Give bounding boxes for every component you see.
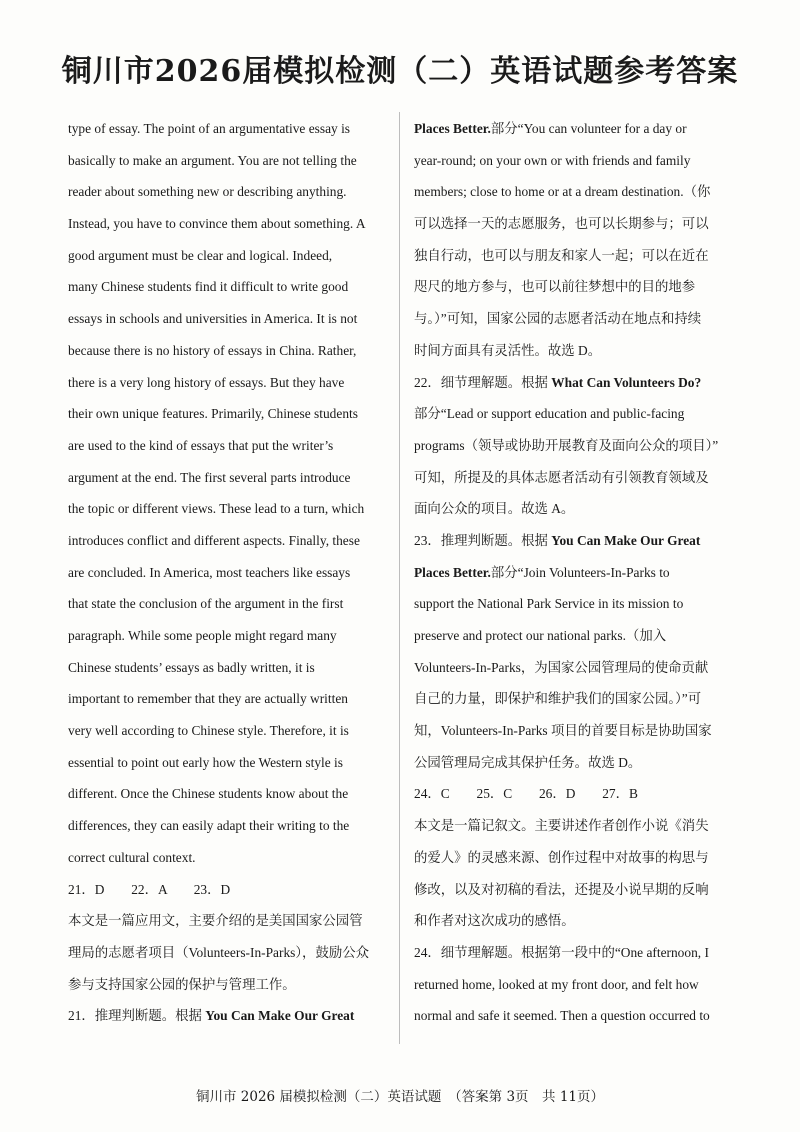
text-line: [68, 842, 386, 874]
text-line: [414, 208, 732, 240]
text-segment: normal and safe it seemed. Then a question occurred to: [414, 1008, 710, 1024]
text-segment: argument at the end. The first several parts introduce: [68, 469, 351, 485]
bold-heading-ref: Places Better.: [414, 121, 491, 136]
text-segment: very well according to Chinese style. Therefore, it is: [68, 723, 349, 739]
text-line: [414, 367, 732, 399]
text-segment: 时间方面具有灵活性。故选 D。: [414, 342, 602, 358]
text-line: [68, 969, 386, 1001]
text-segment: 部分“You can volunteer for a day or: [490, 121, 687, 136]
text-segment: are used to the kind of essays that put the writer’s: [68, 437, 334, 453]
text-line: [414, 271, 732, 303]
text-line: [414, 430, 732, 462]
text-segment: many Chinese students find it difficult to write good: [68, 279, 349, 295]
text-line: [414, 240, 732, 272]
text-segment: Instead, you have to convince them about something. A: [68, 216, 366, 232]
text-line: [68, 874, 386, 906]
text-line: [68, 462, 386, 494]
text-line: [68, 398, 386, 430]
text-segment: good argument must be clear and logical. Indeed,: [68, 247, 333, 263]
text-segment: paragraph. While some people might regard many: [68, 628, 337, 643]
text-segment: 自己的力量，即保护和维护我们的国家公园。）”可: [414, 691, 702, 707]
text-line: [414, 113, 732, 145]
text-line: [68, 747, 386, 779]
text-segment: support the National Park Service in its mission to: [414, 596, 684, 612]
text-segment: the topic or different views. These lead to a turn, which: [68, 501, 365, 517]
text-line: [68, 303, 386, 335]
text-line: [414, 969, 732, 1001]
text-segment: there is a very long history of essays. But they have: [68, 374, 345, 390]
text-segment: 部分“Join Volunteers-In-Parks to: [490, 564, 670, 580]
text-segment: returned home, looked at my front door, and felt how: [414, 976, 699, 992]
text-segment: 独自行动，也可以与朋友和家人一起；可以在近在: [414, 247, 709, 263]
text-segment: essential to point out early how the Western style is: [68, 754, 343, 770]
text-line: [68, 176, 386, 208]
text-segment: basically to make an argument. You are not telling the: [68, 152, 357, 168]
bold-heading-ref: You Can Make Our Great: [205, 1008, 355, 1024]
text-segment: preserve and protect our national parks.（加入: [414, 628, 667, 643]
text-line: [68, 335, 386, 367]
text-line: [68, 652, 386, 684]
text-line: [414, 1000, 732, 1032]
text-line: [414, 620, 732, 652]
text-segment: 咫尺的地方参与，也可以前往梦想中的目的地参: [414, 279, 696, 295]
text-line: [414, 462, 732, 494]
text-line: [68, 588, 386, 620]
text-line: [414, 874, 732, 906]
text-line: [68, 810, 386, 842]
text-segment: 本文是一篇记叙文。主要讲述作者创作小说《消失: [414, 818, 709, 834]
text-segment: 的爱人》的灵感来源、创作过程中对故事的构思与: [414, 849, 709, 865]
text-line: [414, 810, 732, 842]
text-segment: essays in schools and universities in America. It is not: [68, 311, 358, 327]
text-line: [68, 937, 386, 969]
page-title: 铜川市2026届模拟检测（二）英语试题参考答案: [61, 54, 739, 89]
text-segment: 24．C 25．C 26．D 27．B: [414, 786, 638, 802]
text-segment: 知，Volunteers-In-Parks 项目的首要目标是协助国家: [414, 723, 712, 739]
text-segment: introduces conflict and different aspects. Finally, these: [68, 532, 360, 548]
text-line: [414, 176, 732, 208]
text-segment: 可以选择一天的志愿服务，也可以长期参与；可以: [414, 216, 709, 232]
text-segment: 21．D 22．A 23．D: [68, 881, 231, 897]
text-segment: year-round; on your own or with friends and family: [414, 152, 691, 168]
text-line: [414, 303, 732, 335]
text-line: [414, 937, 732, 969]
text-line: [414, 557, 732, 589]
bold-heading-ref: You Can Make Our Great: [551, 532, 701, 548]
text-segment: 22．细节理解题。根据: [414, 374, 552, 390]
text-segment: 本文是一篇应用文，主要介绍的是美国国家公园管: [68, 913, 363, 929]
text-segment: 面向公众的项目。故选 A。: [414, 501, 575, 517]
text-segment: their own unique features. Primarily, Chinese students: [68, 406, 358, 422]
text-line: [68, 430, 386, 462]
text-segment: Chinese students’ essays as badly written, it is: [68, 659, 315, 675]
text-segment: important to remember that they are actually written: [68, 691, 348, 707]
text-line: [414, 145, 732, 177]
page-footer: 铜川市 2026 届模拟检测（二）英语试题 （答案第 3页 共 11页）: [195, 1089, 605, 1105]
text-segment: that state the conclusion of the argument in the first: [68, 596, 344, 612]
text-line: [414, 715, 732, 747]
text-line: [68, 557, 386, 589]
text-segment: programs（领导或协助开展教育及面向公众的项目）”: [414, 437, 719, 453]
right-column: [414, 113, 732, 1032]
column-divider: [399, 112, 400, 1044]
text-segment: are concluded. In America, most teachers like essays: [68, 564, 351, 580]
text-segment: 修改，以及对初稿的看法，还提及小说早期的反响: [414, 881, 709, 897]
text-line: [414, 747, 732, 779]
text-segment: 24．细节理解题。根据第一段中的“One afternoon, I: [414, 944, 709, 960]
text-line: [68, 683, 386, 715]
text-segment: members; close to home or at a dream destination.（你: [414, 184, 711, 200]
text-line: [414, 652, 732, 684]
text-segment: differences, they can easily adapt their writing to the: [68, 818, 350, 834]
text-segment: 参与支持国家公园的保护与管理工作。: [68, 976, 296, 992]
text-line: [414, 588, 732, 620]
text-line: [68, 778, 386, 810]
text-line: [68, 1000, 386, 1032]
text-segment: reader about something new or describing anything.: [68, 184, 347, 200]
bold-heading-ref: What Can Volunteers Do?: [551, 374, 702, 390]
text-line: [68, 525, 386, 557]
text-line: [414, 683, 732, 715]
text-line: [414, 398, 732, 430]
text-segment: 公园管理局完成其保护任务。故选 D。: [414, 754, 642, 770]
text-segment: 理局的志愿者项目（Volunteers-In-Parks），鼓励公众: [68, 944, 370, 960]
text-line: [68, 145, 386, 177]
text-line: [68, 715, 386, 747]
bold-heading-ref: Places Better.: [414, 564, 491, 580]
text-line: [414, 493, 732, 525]
text-segment: 23．推理判断题。根据: [414, 532, 552, 548]
text-segment: 21．推理判断题。根据: [68, 1008, 206, 1024]
text-segment: 部分“Lead or support education and public-facing: [414, 406, 685, 422]
text-line: [68, 620, 386, 652]
text-line: [414, 335, 732, 367]
text-line: [414, 525, 732, 557]
text-line: [414, 778, 732, 810]
text-line: [414, 842, 732, 874]
text-line: [68, 113, 386, 145]
text-segment: type of essay. The point of an argumentative essay is: [68, 121, 351, 136]
text-line: [68, 493, 386, 525]
text-line: [68, 271, 386, 303]
text-line: [68, 367, 386, 399]
text-segment: 可知，所提及的具体志愿者活动有引领教育领域及: [414, 469, 709, 485]
text-line: [68, 905, 386, 937]
text-segment: different. Once the Chinese students know about the: [68, 786, 349, 802]
left-column: [68, 113, 386, 1032]
text-segment: 和作者对这次成功的感悟。: [414, 913, 575, 929]
text-segment: 与。）”可知，国家公园的志愿者活动在地点和持续: [414, 311, 702, 327]
text-segment: Volunteers-In-Parks，为国家公园管理局的使命贡献: [414, 659, 709, 675]
text-segment: correct cultural context.: [68, 849, 196, 865]
text-line: [68, 240, 386, 272]
text-line: [68, 208, 386, 240]
text-line: [414, 905, 732, 937]
text-segment: because there is no history of essays in China. Rather,: [68, 342, 357, 358]
